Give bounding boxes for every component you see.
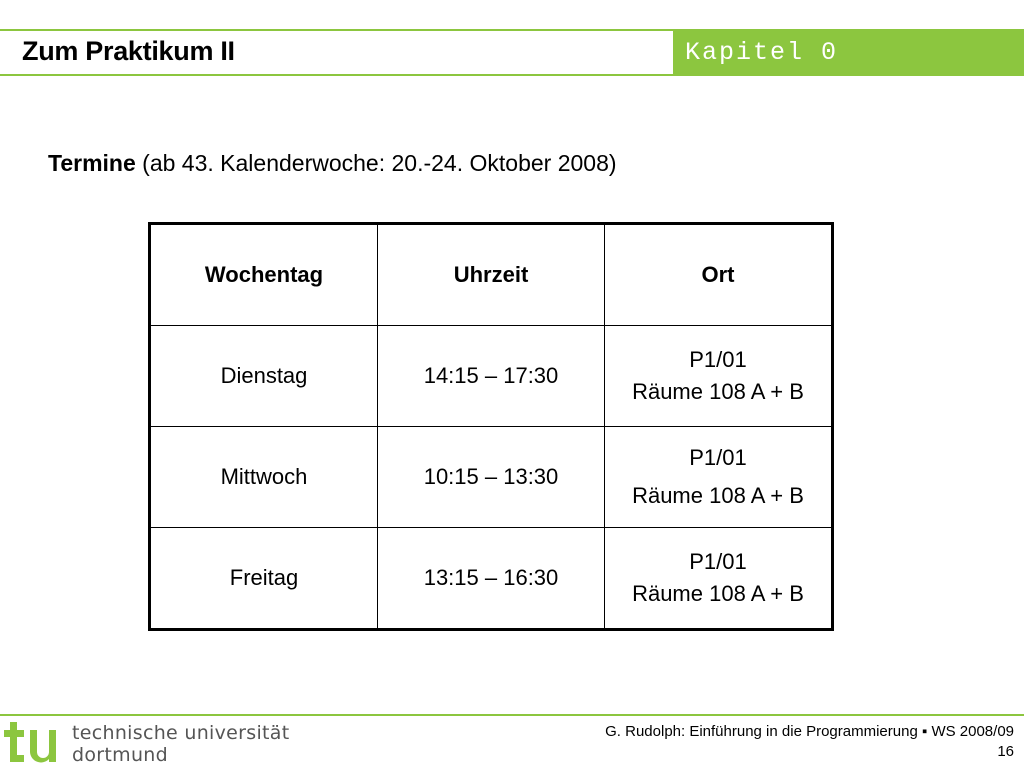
cell-place: [605, 427, 833, 528]
cell-day: Freitag: [150, 528, 378, 630]
footer-line: [0, 714, 1024, 716]
header-uhrzeit: Uhrzeit: [378, 224, 605, 326]
cell-time: 10:15 – 13:30: [378, 427, 605, 528]
place-line2: Räume 108 A + B: [632, 379, 804, 404]
place-line1: P1/01: [689, 549, 747, 574]
cell-day: Dienstag: [150, 326, 378, 427]
schedule-subtitle: [48, 150, 617, 177]
table-header-row: [150, 224, 833, 326]
subtitle-rest: (ab 43. Kalenderwoche: 20.-24. Oktober 2008): [135, 150, 617, 176]
subtitle-bold: Termine: [48, 150, 136, 176]
university-line2: dortmund: [72, 744, 168, 766]
place-line2: Räume 108 A + B: [632, 581, 804, 606]
table-row: [150, 427, 833, 528]
table-row: [150, 528, 833, 630]
cell-time: 13:15 – 16:30: [378, 528, 605, 630]
place-line2: Räume 108 A + B: [632, 483, 804, 508]
place-line1: P1/01: [689, 445, 747, 470]
credit-text: G. Rudolph: Einführung in die Programmierung ▪ WS 2008/09: [605, 723, 1014, 740]
cell-place: [605, 326, 833, 427]
chapter-label: Kapitel 0: [673, 31, 1024, 75]
place-line1: P1/01: [689, 347, 747, 372]
tu-logo-icon: [4, 720, 66, 764]
header-ort: Ort: [605, 224, 833, 326]
header-wochentag: Wochentag: [150, 224, 378, 326]
university-line1: technische universität: [72, 722, 290, 744]
university-name: [72, 722, 290, 766]
cell-day: Mittwoch: [150, 427, 378, 528]
cell-place: [605, 528, 833, 630]
cell-time: 14:15 – 17:30: [378, 326, 605, 427]
table-row: [150, 326, 833, 427]
page-title: Zum Praktikum II: [22, 36, 235, 66]
footer-credit: [605, 722, 1014, 762]
schedule-table: [148, 222, 834, 631]
page-number: 16: [997, 743, 1014, 760]
